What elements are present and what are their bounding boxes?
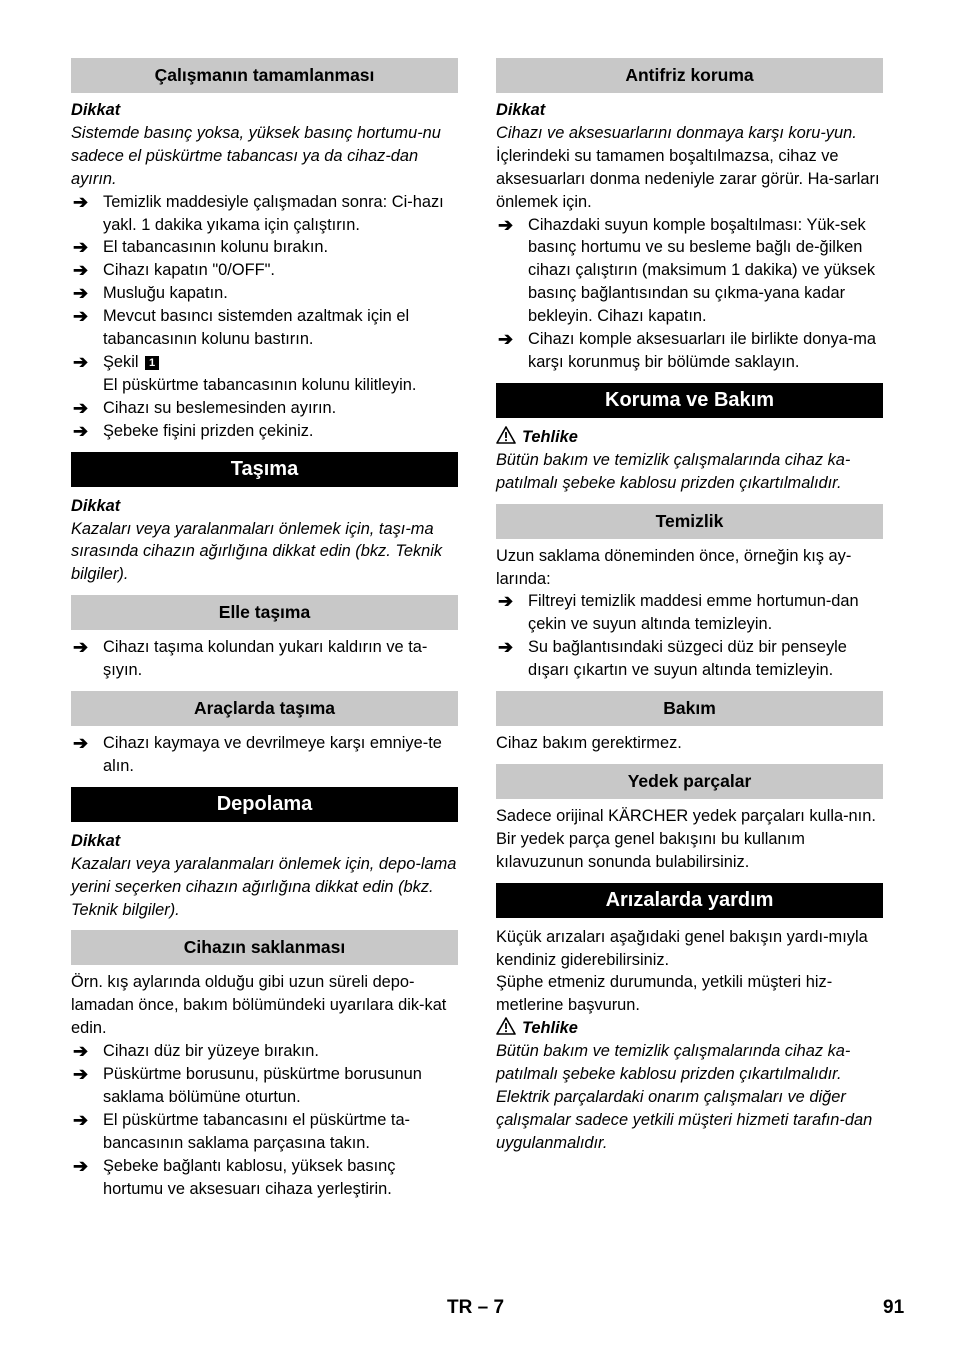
arrow-icon: ➔ — [498, 591, 514, 612]
danger-label: Tehlike — [496, 1017, 883, 1040]
body-text: Örn. kış aylarında olduğu gibi uzun süreli depo-lamadan önce, bakım bölümündeki uyarılara dik-kat edin. — [71, 973, 447, 1038]
heading-antifriz-koruma: Antifriz koruma — [496, 58, 883, 93]
arrow-icon: ➔ — [73, 191, 89, 212]
caution-text: Kazaları veya yaralanmaları önlemek için, taşı-ma sırasında cihazın ağırlığına dikkat edin (bkz. Teknik bilgiler). — [71, 519, 443, 584]
list-item: ➔ Mevcut basıncı sistemden azaltmak için el tabancasının kolunu bastırın. — [73, 306, 410, 349]
arrow-icon: ➔ — [498, 214, 514, 235]
arrow-icon: ➔ — [73, 260, 89, 281]
list-item: ➔ El tabancasının kolunu bırakın. — [73, 237, 329, 258]
list-item: ➔ Şebeke fişini prizden çekiniz. — [73, 420, 314, 441]
arrow-icon: ➔ — [73, 637, 89, 658]
arrow-icon: ➔ — [73, 237, 89, 258]
list-item: ➔ Musluğu kapatın. — [73, 283, 228, 304]
heading-koruma-ve-bakim: Koruma ve Bakım — [496, 383, 883, 418]
arrow-icon: ➔ — [73, 1155, 89, 1176]
heading-bakim: Bakım — [496, 691, 883, 726]
caution-text: Sistemde basınç yoksa, yüksek basınç hortumu-nu sadece el püskürtme tabancası ya da cihaz-dan ayırın. — [71, 123, 441, 188]
heading-depolama: Depolama — [71, 787, 458, 822]
danger-text: Bütün bakım ve temizlik çalışmalarında cihaz ka-patılmalı şebeke kablosu prizden çıkartılmalıdır. — [496, 1042, 851, 1084]
caution-label: Dikkat — [71, 831, 121, 850]
list-item: ➔ El püskürtme tabancasını el püskürtme ta-bancasının saklama parçasına takın. — [73, 1109, 411, 1152]
heading-cihazin-saklanmasi: Cihazın saklanması — [71, 930, 458, 965]
body-text: İçlerindeki su tamamen boşaltılmazsa, cihaz ve aksesuarları donma nedeniyle zarar görür. Ha-sarları önlemek için. — [496, 146, 880, 211]
arrow-icon: ➔ — [73, 1041, 89, 1062]
heading-arizalarda-yardim: Arızalarda yardım — [496, 883, 883, 918]
arrow-icon: ➔ — [498, 637, 514, 658]
list-item: ➔ Su bağlantısındaki süzgeci düz bir penseyle dışarı çıkartın ve suyun altında temizleyin. — [498, 637, 847, 680]
figure-number-badge: 1 — [145, 356, 159, 370]
arrow-icon: ➔ — [73, 1064, 89, 1085]
warning-triangle-icon — [496, 1017, 516, 1035]
danger-text: Bütün bakım ve temizlik çalışmalarında cihaz ka-patılmalı şebeke kablosu prizden çıkartılmalıdır. — [496, 450, 851, 492]
arrow-icon: ➔ — [73, 351, 89, 372]
danger-label: Tehlike — [496, 426, 883, 449]
heading-tasima: Taşıma — [71, 452, 458, 487]
heading-araclarda-tasima: Araçlarda taşıma — [71, 691, 458, 726]
heading-yedek-parcalar: Yedek parçalar — [496, 764, 883, 799]
body-text: Cihaz bakım gerektirmez. — [496, 734, 682, 753]
caution-label: Dikkat — [71, 496, 121, 515]
arrow-icon: ➔ — [498, 329, 514, 350]
footer-section-label: TR – 7 — [447, 1297, 505, 1318]
list-item: ➔ Cihazı düz bir yüzeye bırakın. — [73, 1041, 319, 1062]
arrow-icon: ➔ — [73, 397, 89, 418]
list-item-figure: ➔ Şekil 1 El püskürtme tabancasının kolunu kilitleyin. — [73, 351, 417, 394]
caution-label: Dikkat — [71, 101, 121, 119]
arrow-icon: ➔ — [73, 306, 89, 327]
caution-label: Dikkat — [496, 101, 546, 119]
footer-page-number: 91 — [883, 1297, 905, 1318]
list-item: ➔ Cihazı taşıma kolundan yukarı kaldırın ve ta-şıyın. — [73, 637, 428, 680]
body-text: Küçük arızaları aşağıdaki genel bakışın yardı-mıyla kendiniz giderebilirsiniz. — [496, 927, 868, 969]
left-column — [71, 58, 458, 1201]
body-text: Sadece orijinal KÄRCHER yedek parçaları kulla-nın. Bir yedek parça genel bakışını bu kullanım kılavuzunun sonunda bulabilirsiniz. — [496, 806, 876, 871]
list-item: ➔ Temizlik maddesiyle çalışmadan sonra: Ci-hazı yakl. 1 dakika yıkama için çalıştırın. — [73, 191, 444, 234]
warning-triangle-icon — [496, 426, 516, 444]
danger-text: Elektrik parçalardaki onarım çalışmaları ve diğer çalışmalar sadece yetkili müşteri hizmeti tarafın-dan uygulanmalıdır. — [496, 1088, 873, 1152]
list-item: ➔ Filtreyi temizlik maddesi emme hortumun-dan çekin ve suyun altında temizleyin. — [498, 591, 859, 634]
heading-temizlik: Temizlik — [496, 504, 883, 539]
arrow-icon: ➔ — [73, 733, 89, 754]
heading-calismanin-tamamlanmasi: Çalışmanın tamamlanması — [71, 58, 458, 93]
list-item: ➔ Cihazı su beslemesinden ayırın. — [73, 397, 337, 418]
arrow-icon: ➔ — [73, 283, 89, 304]
list-item: ➔ Cihazı komple aksesuarları ile birlikte donya-ma karşı korunmuş bir bölümde saklayın. — [498, 329, 876, 371]
right-column — [496, 58, 883, 1155]
list-item: ➔ Cihazı kaymaya ve devrilmeye karşı emniye-te alın. — [73, 733, 442, 775]
list-item: ➔ Püskürtme borusunu, püskürtme borusunun saklama bölümüne oturtun. — [73, 1064, 422, 1106]
body-text: Uzun saklama döneminden önce, örneğin kış ay-larında: — [496, 546, 852, 588]
body-text: Şüphe etmeniz durumunda, yetkili müşteri hiz-metlerine başvurun. — [496, 973, 833, 1015]
arrow-icon: ➔ — [73, 1109, 89, 1130]
list-item: ➔ Cihazı kapatın "0/OFF". — [73, 260, 275, 281]
caution-text: Cihazı ve aksesuarlarını donmaya karşı koru-yun. — [496, 123, 857, 142]
caution-text: Kazaları veya yaralanmaları önlemek için, depo-lama yerini seçerken cihazın ağırlığına dikkat edin (bkz. Teknik bilgiler). — [71, 854, 457, 919]
list-item: ➔ Cihazdaki suyun komple boşaltılması: Yük-sek basınç hortumu ve su besleme bağlı de-ğilken cihazı çalıştırın (maksimum 1 dakika) ve yüksek basınç bağlantısından su çıkma-yana kadar bekleyin. Cihazı kapatın. — [498, 214, 876, 326]
list-item: ➔ Şebeke bağlantı kablosu, yüksek basınç hortumu ve aksesuarı cihaza yerleştirin. — [73, 1155, 396, 1198]
arrow-icon: ➔ — [73, 420, 89, 441]
heading-elle-tasima: Elle taşıma — [71, 595, 458, 630]
